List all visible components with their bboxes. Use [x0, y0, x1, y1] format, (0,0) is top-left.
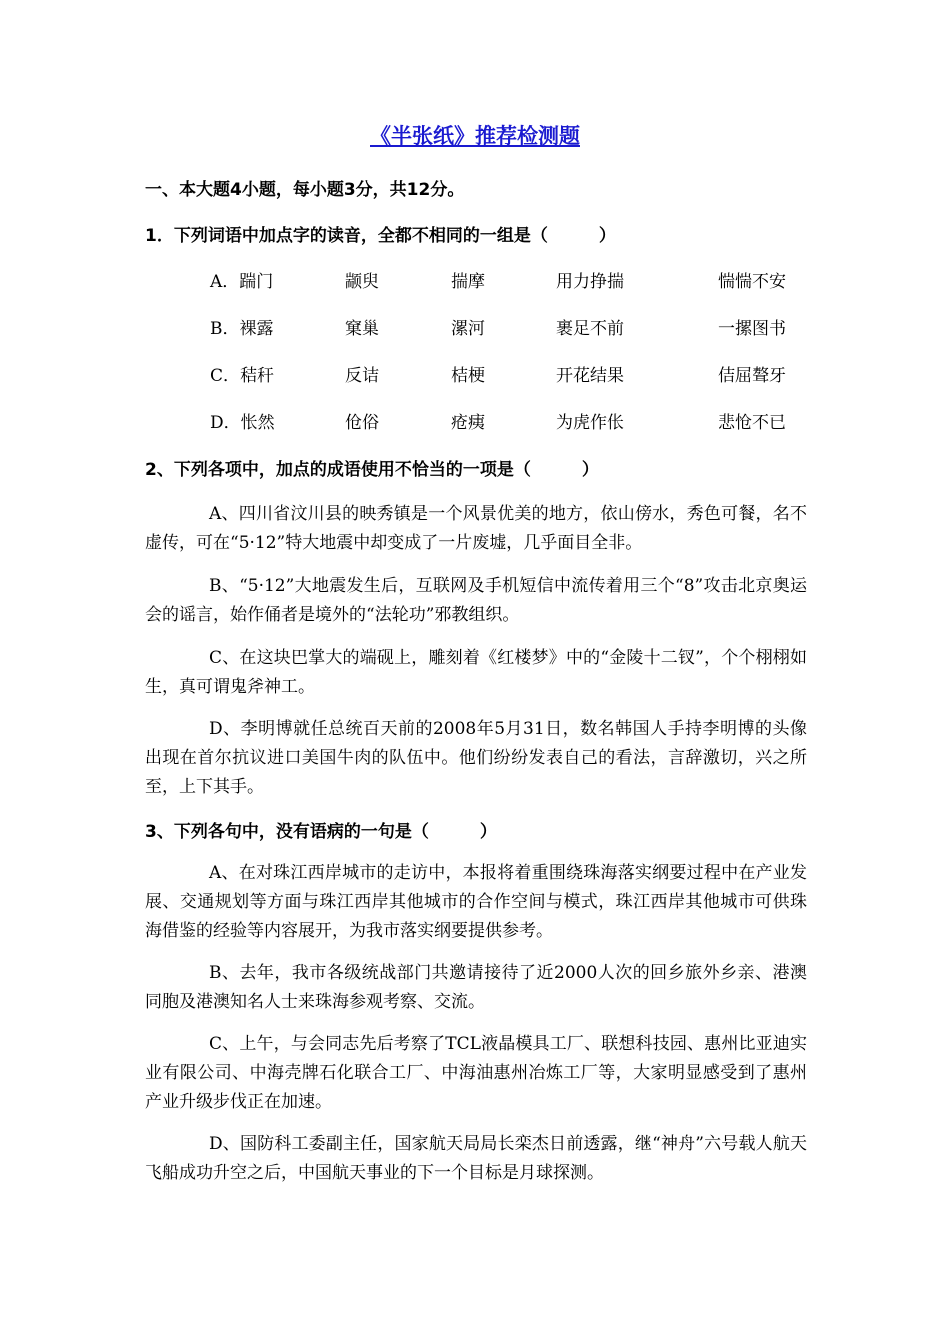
word-cell: 疮痍 — [451, 413, 485, 433]
word-cell: 颛臾 — [345, 272, 379, 292]
word-cell: D．怅然 — [210, 413, 275, 433]
word-cell: 揣摩 — [451, 272, 485, 292]
question-1-option-row — [0, 267, 950, 293]
question-2-option-c: C、在这块巴掌大的端砚上，雕刻着《红楼梦》中的“金陵十二钗”，个个栩栩如生，真可谓鬼斧神工。 — [145, 648, 807, 697]
question-3-stem: 3、下列各句中，没有语病的一句是（ ） — [145, 822, 497, 842]
question-2-option-a: A、四川省汶川县的映秀镇是一个风景优美的地方，依山傍水，秀色可餐，名不虚传，可在“5·12”特大地震中却变成了一片废墟，几乎面目全非。 — [145, 504, 807, 553]
word-cell: 裹足不前 — [556, 319, 624, 339]
word-cell: 反诘 — [345, 366, 379, 386]
word-cell: 开花结果 — [556, 366, 624, 386]
word-cell: 窠巢 — [345, 319, 379, 339]
word-cell: 漯河 — [451, 319, 485, 339]
word-cell: 伧俗 — [345, 413, 379, 433]
page-title[interactable]: 《半张纸》推荐检测题 — [370, 124, 580, 148]
question-2-option-d: D、李明博就任总统百天前的2008年5月31日，数名韩国人手持李明博的头像出现在首尔抗议进口美国牛肉的队伍中。他们纷纷发表自己的看法，言辞激切，兴之所至，上下其手。 — [145, 719, 807, 797]
question-2-option-b: B、“5·12”大地震发生后，互联网及手机短信中流传着用三个“8”攻击北京奥运会的谣言，始作俑者是境外的“法轮功”邪教组织。 — [145, 576, 807, 625]
question-3-option-c: C、上午，与会同志先后考察了TCL液晶模具工厂、联想科技园、惠州比亚迪实业有限公司、中海壳牌石化联合工厂、中海油惠州冶炼工厂等，大家明显感受到了惠州产业升级步伐正在加速。 — [145, 1034, 807, 1112]
question-1-option-row — [0, 361, 950, 387]
word-cell: 桔梗 — [451, 366, 485, 386]
question-3-option-a: A、在对珠江西岸城市的走访中，本报将着重围绕珠海落实纲要过程中在产业发展、交通规划等方面与珠江西岸其他城市的合作空间与模式，珠江西岸其他城市可供珠海借鉴的经验等内容展开，为我市落实纲要提供参考。 — [145, 863, 807, 941]
word-cell: 佶屈聱牙 — [718, 366, 786, 386]
question-1-stem: 1．下列词语中加点字的读音，全都不相同的一组是（ ） — [145, 226, 616, 246]
question-2-stem: 2、下列各项中，加点的成语使用不恰当的一项是（ ） — [145, 460, 599, 480]
word-cell: C．秸秆 — [210, 366, 275, 386]
section-heading: 一、本大题4小题，每小题3分，共12分。 — [145, 180, 465, 200]
question-3-option-b: B、去年，我市各级统战部门共邀请接待了近2000人次的回乡旅外乡亲、港澳同胞及港澳知名人士来珠海参观考察、交流。 — [145, 963, 807, 1012]
word-cell: 悲怆不已 — [718, 413, 786, 433]
word-cell: 惴惴不安 — [718, 272, 786, 292]
word-cell: 用力挣揣 — [556, 272, 624, 292]
question-3-option-d: D、国防科工委副主任，国家航天局局长栾杰日前透露，继“神舟”六号载人航天飞船成功升空之后，中国航天事业的下一个目标是月球探测。 — [145, 1134, 807, 1183]
word-cell: 为虎作伥 — [556, 413, 624, 433]
word-cell: 一摞图书 — [718, 319, 786, 339]
word-cell: A．踹门 — [210, 272, 274, 292]
question-1-option-row — [0, 408, 950, 434]
question-1-option-row — [0, 314, 950, 340]
word-cell: B．裸露 — [210, 319, 274, 339]
